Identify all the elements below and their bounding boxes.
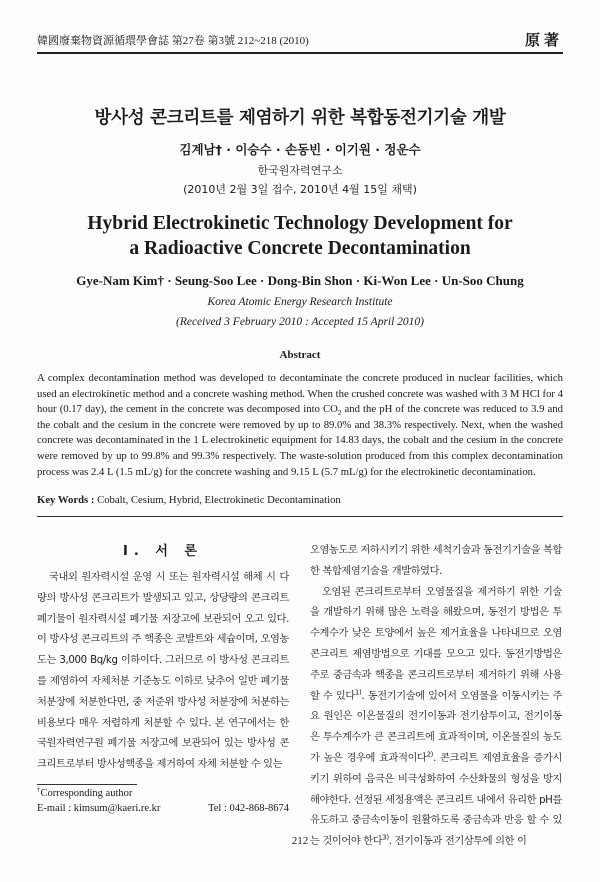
page-number: 212 bbox=[291, 835, 309, 847]
footnote-divider bbox=[37, 784, 137, 785]
section-divider bbox=[37, 516, 563, 517]
english-received-dates: (Received 3 February 2010 : Accepted 15 April 2010) bbox=[175, 316, 425, 328]
english-authors: Gye-Nam Kim† · Seung-Soo Lee · Dong-Bin Shon · Ki-Won Lee · Un-Soo Chung bbox=[76, 273, 524, 288]
keywords bbox=[37, 494, 563, 506]
abstract-heading: Abstract bbox=[279, 349, 321, 361]
english-title-line-1: Hybrid Electrokinetic Technology Development for bbox=[87, 213, 513, 234]
contact-row bbox=[37, 801, 289, 816]
keywords-label: Key Words : bbox=[37, 494, 95, 506]
korean-received-dates: (2010년 2월 3일 접수, 2010년 4월 15일 채택) bbox=[183, 183, 417, 196]
journal-reference: 韓國廢棄物資源循環學會誌 第27卷 第3號 212~218 (2010) bbox=[37, 35, 309, 47]
corresponding-author-note: †Corresponding author bbox=[37, 785, 133, 799]
left-column bbox=[37, 568, 289, 776]
english-title bbox=[0, 211, 600, 261]
korean-affiliation: 한국원자력연구소 bbox=[257, 164, 343, 177]
english-affiliation: Korea Atomic Energy Research Institute bbox=[207, 296, 393, 308]
right-column-paragraph-2: 오염된 콘크리트로부터 오염물질을 제거하기 위한 기술을 개발하기 위해 많은 노력을 해왔으며, 동전기 방법은 투수계수가 낮은 토양에서 높은 제거효율을 나타내므로 오염 콘크리트 제염방법으로 기대를 모으고 있다. 동전기방법은 주로 중금속과 핵종을 콘크리트로부터 제거하기 위해 사용할 수 있다$^{1)}$. 동전기기술에 있어서 오염물을 이동시키는 주요 원인은 이온물질의 전기이동과 전기삼투이고, 전기이동은 투수계수가 큰 콘크리트에 효과적이며, 이온물질의 농도가 높은 경우에 효과적이다$^{2)}$. 콘크리트 제염효율을 증가시키기 위하여 음극은 비극성화하여 수산화물의 형성을 방지해야한다. 선정된 세정용액은 콘크리트 내에서 유리한 pH를 유도하고 중금속이동이 원활하도록 중금속과 반응 할 수 있는 것이어야 한다$^{3)}$. 전기이동과 전기삼투에 의한 이 bbox=[310, 586, 562, 848]
abstract-body bbox=[37, 371, 563, 480]
keywords-text: Cobalt, Cesium, Hybrid, Electrokinetic Decontamination bbox=[94, 494, 341, 506]
author-phone: Tel : 042-868-8674 bbox=[208, 803, 289, 814]
footnote bbox=[37, 786, 289, 816]
korean-authors: 김계남† · 이승수 · 손동빈 · 이기원 · 정운수 bbox=[179, 142, 421, 157]
journal-header bbox=[37, 28, 563, 54]
abstract-paragraph: A complex decontamination method was developed to decontaminate the concrete produced in nuclear facilities, which used an electrokinetic method and a concrete washing method. When the crushed concrete was washed with 3 M HCl for 4 hour (0.17 day), the cement in the concrete was decomposed into $CO_2$ and the pH of the concrete was reduced to 3.9 and the cobalt and the cesium in the concrete were removed by up to 89.0% and 38.3% respectively. Next, when the washed concrete was decontaminated in the 1 L electrokinetic equipment for 14.83 days, the cobalt and the cesium in the concrete were removed by up to 99.8% and 99.3% respectively. The waste-solution produced from this complex decontamination process was 2.4 L (1.5 mL/g) for the concrete washing and 9.15 L (5.7 mL/g) for the electrokinetic decontamination. bbox=[37, 372, 563, 478]
english-title-line-2: a Radioactive Concrete Decontamination bbox=[129, 238, 471, 259]
article-type-label: 原著 bbox=[524, 31, 563, 49]
left-column-paragraph: 국내외 원자력시설 운영 시 또는 원자력시설 해체 시 다량의 방사성 콘크리트가 발생되고 있고, 상당량의 콘크리트 폐기물이 원자력시설 폐기물 저장고에 보관되어 오고 있다. 이 방사성 콘크리트의 주 핵종은 코발트와 세슘이며, 오염농도는 3,000 Bq/kg 이하이다. 그러므로 이 방사성 콘크리트를 제염하여 자체처분 기준농도 이하로 낮추어 일반 폐기물 처분장에 처분한다면, 중 저준위 방사성 처분장에 처분하는 비용보다 매우 저렴하게 처분할 수 있다. 본 연구에서는 한국원자력연구원 폐기물 저장고에 보관되어 있는 방사성 콘크리트로부터 방사성핵종을 제거하여 자체 처분할 수 있는 bbox=[37, 572, 289, 771]
section-title-introduction: I. 서 론 bbox=[123, 544, 203, 559]
author-email: E-mail : kimsum@kaeri.re.kr bbox=[37, 803, 161, 814]
korean-title: 방사성 콘크리트를 제염하기 위한 복합동전기기술 개발 bbox=[94, 108, 506, 128]
right-column-paragraph-1: 오염농도로 저하시키기 위한 세척기술과 동전기기술을 복합한 복합제염기술을 개발하였다. bbox=[310, 545, 562, 577]
right-column bbox=[310, 541, 562, 853]
